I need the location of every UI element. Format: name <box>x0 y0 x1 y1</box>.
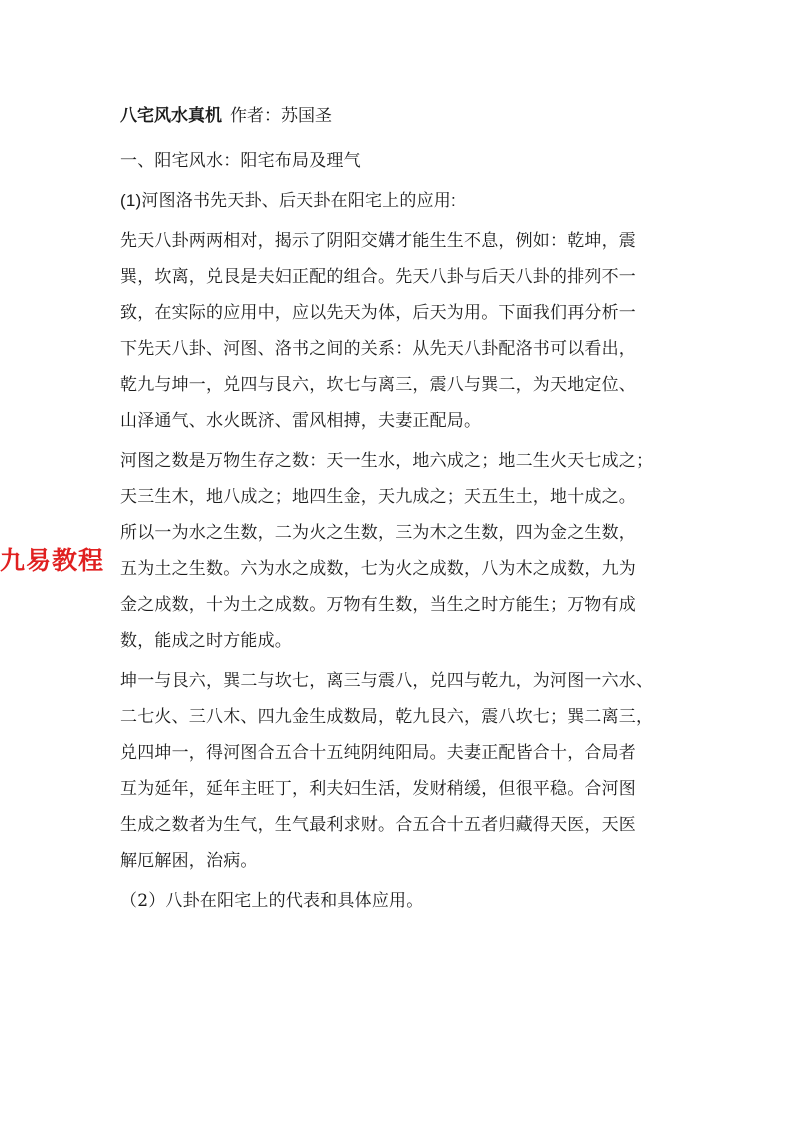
paragraph-line: 生成之数者为生气，生气最利求财。合五合十五者归藏得天医，天医 <box>120 815 636 835</box>
document-title <box>120 101 676 131</box>
paragraph-line: 先天八卦两两相对，揭示了阴阳交媾才能生生不息，例如：乾坤，震 <box>120 231 636 251</box>
paragraph-line: 兑四坤一，得河图合五合十五纯阴纯阳局。夫妻正配皆合十，合局者 <box>120 743 636 763</box>
paragraph-line: 五为土之生数。六为水之成数，七为火之成数，八为木之成数，九为 <box>120 559 636 579</box>
title-text: 八宅风水真机 <box>120 106 222 126</box>
paragraph-line: 金之成数，十为土之成数。万物有生数，当生之时方能生；万物有成 <box>120 595 636 615</box>
paragraph-line: 二七火、三八木、四九金生成数局，乾九艮六，震八坎七；巽二离三， <box>120 707 654 727</box>
paragraph-line: 巽，坎离，兑艮是夫妇正配的组合。先天八卦与后天八卦的排列不一 <box>120 267 636 287</box>
document-body <box>120 101 676 919</box>
paragraph-3 <box>120 663 676 879</box>
paragraph-line: 天三生木，地八成之；地四生金，天九成之；天五生土，地十成之。 <box>120 487 636 507</box>
paragraph-1 <box>120 223 676 439</box>
subheading-1-text: (1)河图洛书先天卦、后天卦在阳宅上的应用: <box>120 191 456 210</box>
paragraph-line: 山泽通气、水火既济、雷风相搏，夫妻正配局。 <box>120 411 482 431</box>
paragraph-line: 互为延年，延年主旺丁，利夫妇生活，发财稍缓，但很平稳。合河图 <box>120 779 636 799</box>
paragraph-line: 致，在实际的应用中，应以先天为体，后天为用。下面我们再分析一 <box>120 303 636 323</box>
paragraph-2 <box>120 443 676 659</box>
author-text: 作者：苏国圣 <box>230 106 332 126</box>
section-heading: 一、阳宅风水：阳宅布局及理气 <box>120 151 361 171</box>
paragraph-line: 河图之数是万物生存之数：天一生水，地六成之；地二生火天七成之； <box>120 451 654 471</box>
watermark-label: 九易教程 <box>0 546 105 575</box>
paragraph-line: 下先天八卦、河图、洛书之间的关系：从先天八卦配洛书可以看出， <box>120 339 636 359</box>
subheading-2: （2）八卦在阳宅上的代表和具体应用。 <box>120 891 424 911</box>
paragraph-line: 坤一与艮六，巽二与坎七，离三与震八，兑四与乾九，为河图一六水、 <box>120 671 654 691</box>
paragraph-line: 解厄解困，治病。 <box>120 851 258 871</box>
paragraph-line: 所以一为水之生数，二为火之生数，三为木之生数，四为金之生数， <box>120 523 636 543</box>
subheading-1 <box>120 183 676 219</box>
paragraph-line: 数，能成之时方能成。 <box>120 631 292 651</box>
paragraph-line: 乾九与坤一，兑四与艮六，坎七与离三，震八与巽二，为天地定位、 <box>120 375 636 395</box>
